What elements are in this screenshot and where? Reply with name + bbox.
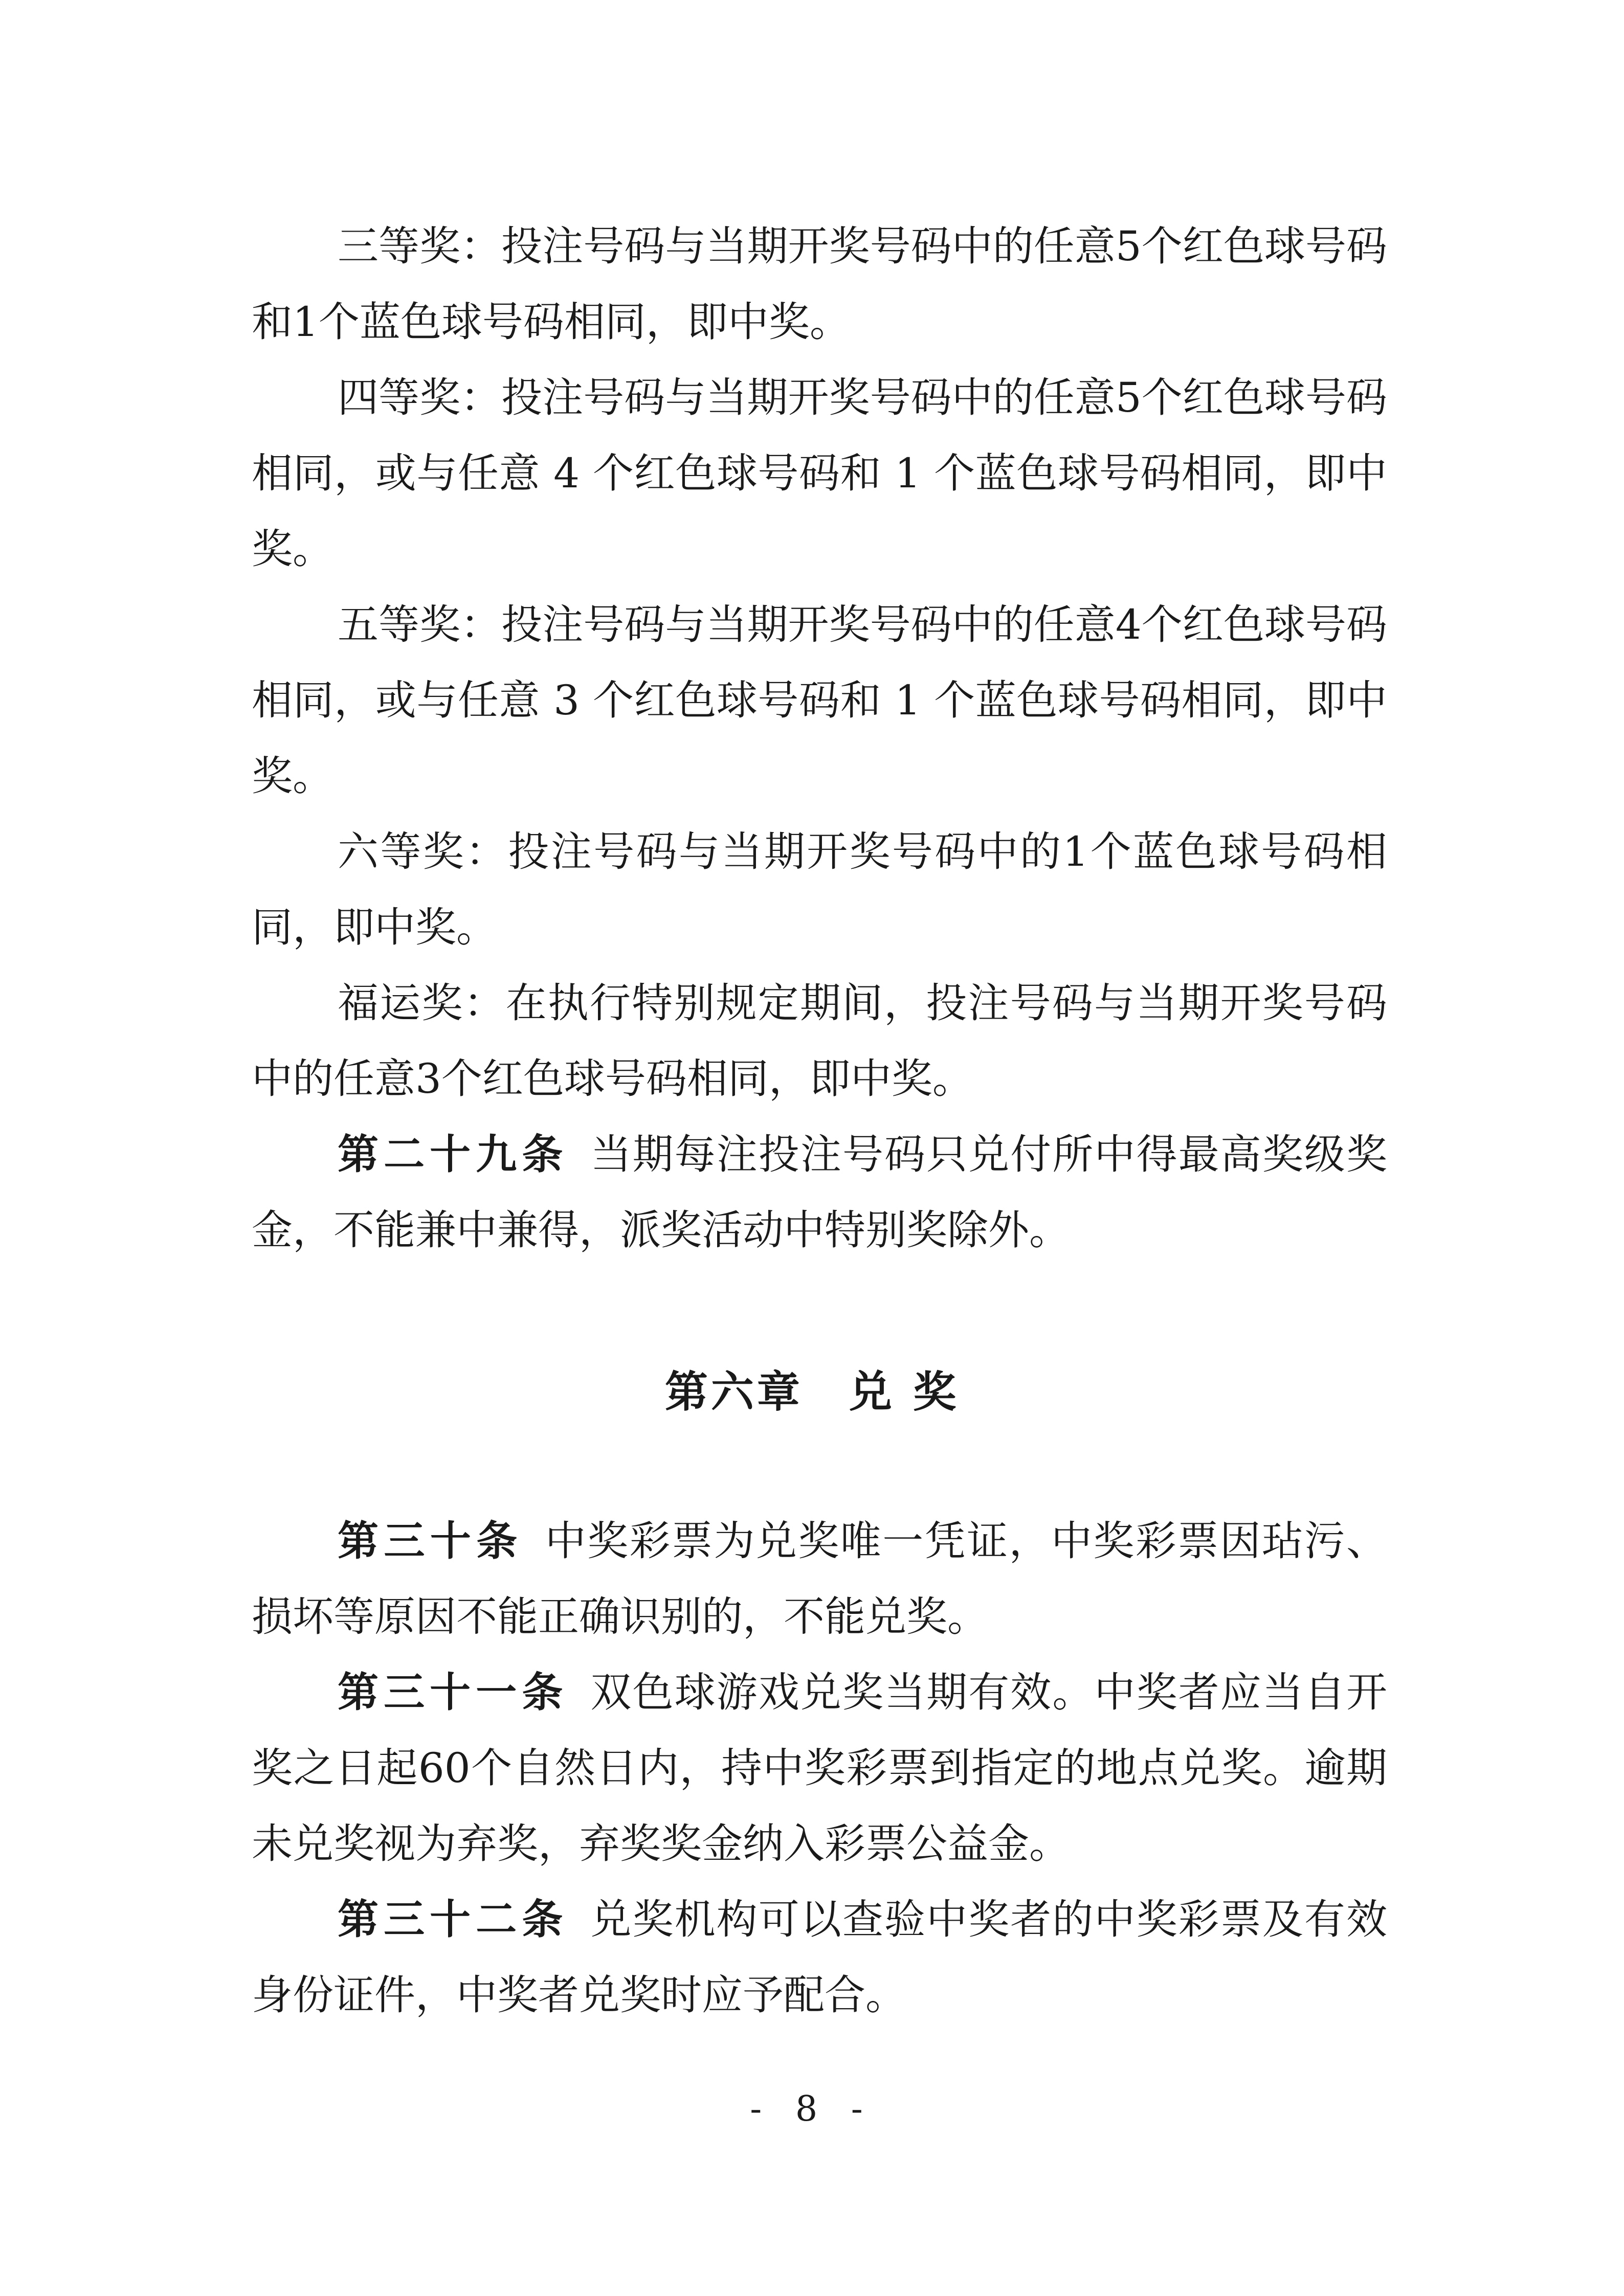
rules-section-lower: [252, 1503, 1387, 2033]
paragraph-text: 双色球游戏兑奖当期有效。中奖者应当自开奖之日起60个自然日内，持中奖彩票到指定的地点兑奖。逾期未兑奖视为弃奖，弃奖奖金纳入彩票公益金。: [252, 1669, 1388, 1867]
paragraph-text: 四等奖：投注号码与当期开奖号码中的任意5个红色球号码相同，或与任意 4 个红色球号码和 1 个蓝色球号码相同，即中奖。: [252, 374, 1387, 573]
paragraph-text: 六等奖：投注号码与当期开奖号码中的1个蓝色球号码相同，即中奖。: [252, 828, 1387, 951]
paragraph-text: 五等奖：投注号码与当期开奖号码中的任意4个红色球号码相同，或与任意 3 个红色球号码和 1 个蓝色球号码相同，即中奖。: [252, 601, 1387, 800]
article-32: [252, 1882, 1387, 2033]
paragraph-text: 中奖彩票为兑奖唯一凭证，中奖彩票因玷污、损坏等原因不能正确识别的，不能兑奖。: [252, 1517, 1388, 1640]
article-number: 第二十九条: [338, 1131, 568, 1178]
chapter-title: 第六章 兑 奖: [664, 1367, 960, 1417]
article-29: [252, 1117, 1387, 1268]
paragraph-text: 兑奖机构可以查验中奖者的中奖彩票及有效身份证件，中奖者兑奖时应予配合。: [252, 1896, 1388, 2019]
article-31: [252, 1655, 1387, 1882]
paragraph-text: 当期每注投注号码只兑付所中得最高奖级奖金，不能兼中兼得，派奖活动中特别奖除外。: [252, 1131, 1388, 1254]
article-number: 第三十条: [338, 1517, 523, 1565]
rules-section-upper: [252, 209, 1387, 1268]
paragraph-fifth-prize: [252, 587, 1387, 814]
paragraph-sixth-prize: [252, 814, 1387, 965]
article-30: [252, 1503, 1387, 1655]
paragraph-lucky-prize: [252, 965, 1387, 1117]
paragraph-third-prize: [252, 209, 1387, 360]
page-number: - 8 -: [750, 2089, 874, 2129]
paragraph-fourth-prize: [252, 360, 1387, 587]
article-number: 第三十一条: [338, 1669, 568, 1716]
paragraph-text: 三等奖：投注号码与当期开奖号码中的任意5个红色球号码和1个蓝色球号码相同，即中奖。: [252, 222, 1387, 346]
paragraph-text: 福运奖：在执行特别规定期间，投注号码与当期开奖号码中的任意3个红色球号码相同，即中奖。: [252, 979, 1387, 1102]
article-number: 第三十二条: [338, 1896, 568, 1943]
